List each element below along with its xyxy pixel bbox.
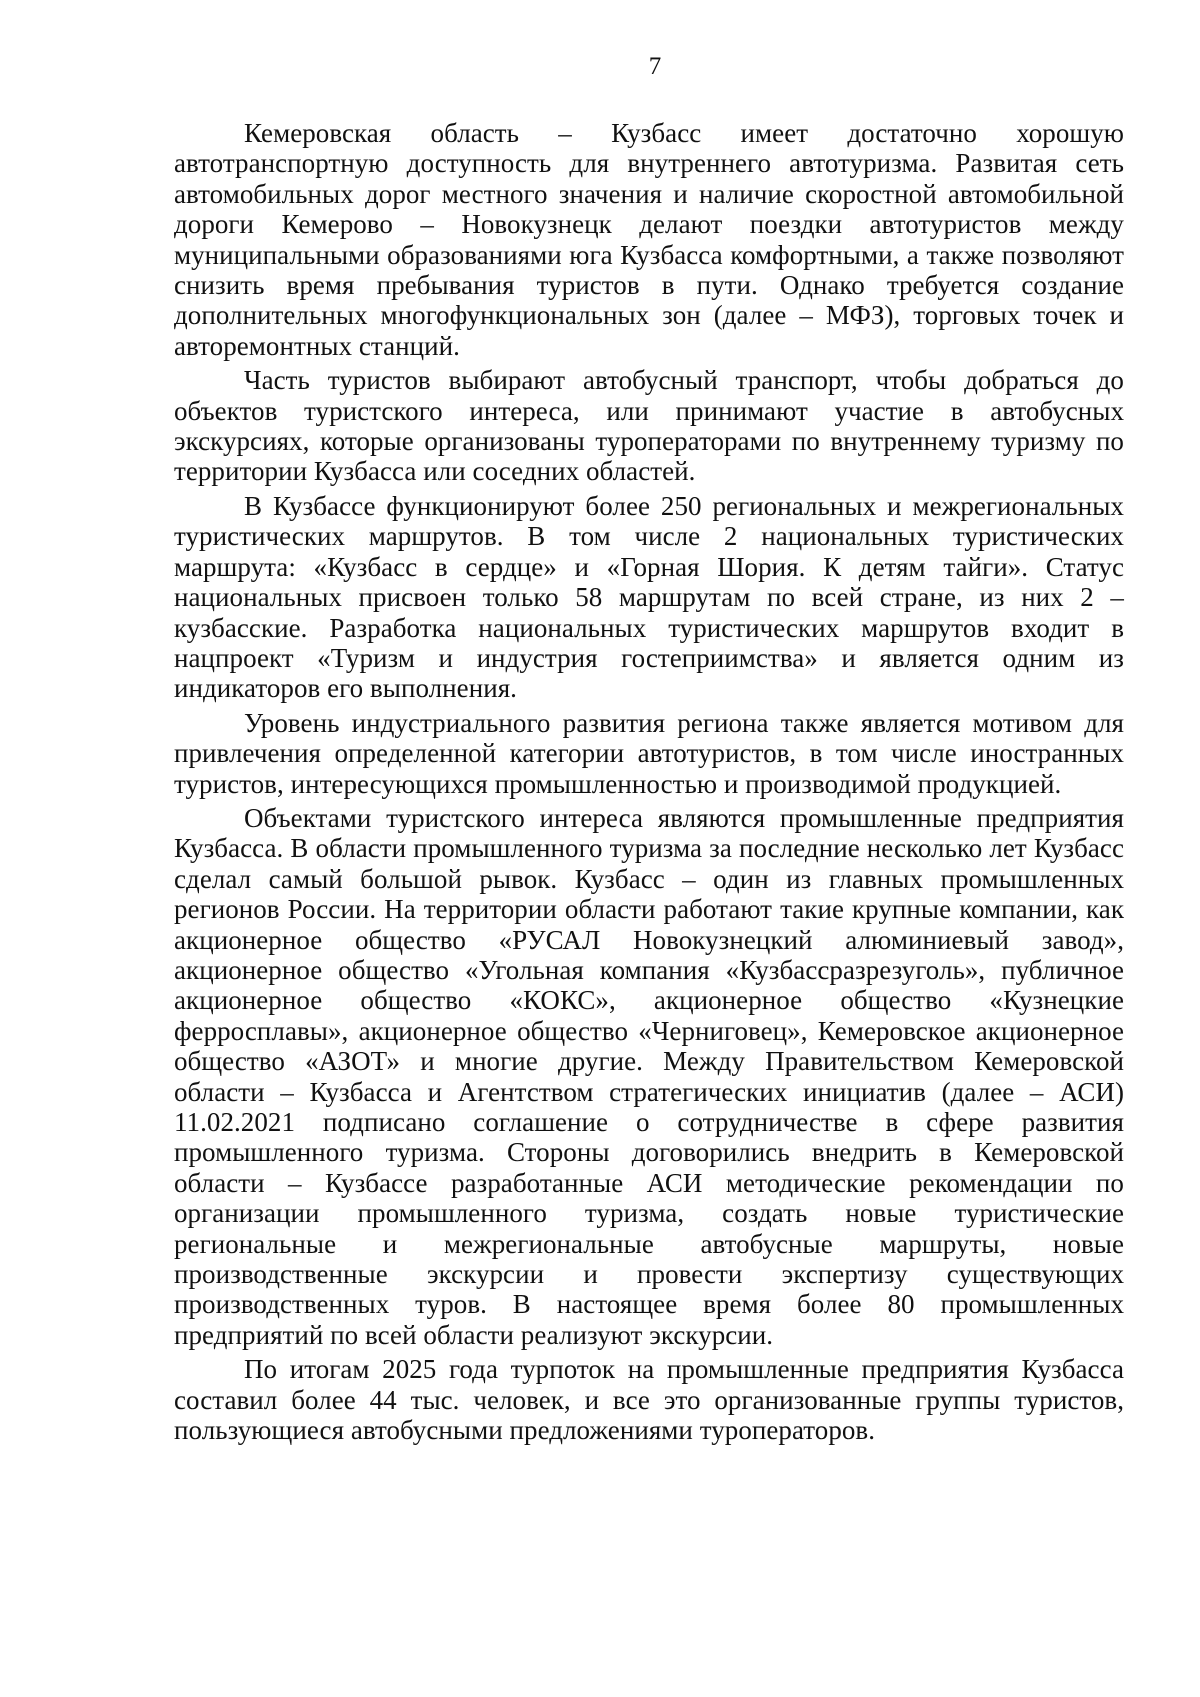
paragraph-tourist-flow-2025: По итогам 2025 года турпоток на промышленные предприятия Кузбасса составил более 44 тыс. человек, и все это организованные группы туристов, пользующиеся автобусными предложениями туроператоров. bbox=[174, 1354, 1124, 1446]
page-number: 7 bbox=[648, 53, 662, 80]
paragraph-autotransport-access: Кемеровская область – Кузбасс имеет достаточно хорошую автотранспортную доступность для внутреннего автотуризма. Развитая сеть автомобильных дорог местного значения и наличие скоростной автомобильной дороги Кемерово – Новокузнецк делают поездки автотуристов между муниципальными образованиями юга Кузбасса комфортными, а также позволяют снизить время пребывания туристов в пути. Однако требуется создание дополнительных многофункциональных зон (далее – МФЗ), торговых точек и авторемонтных станций. bbox=[174, 118, 1124, 361]
paragraph-industrial-development: Уровень индустриального развития региона также является мотивом для привлечения определенной категории автотуристов, в том числе иностранных туристов, интересующихся промышленностью и производимой продукцией. bbox=[174, 707, 1124, 799]
document-page bbox=[174, 52, 1124, 1445]
paragraph-bus-transport: Часть туристов выбирают автобусный транспорт, чтобы добраться до объектов туристского интереса, или принимают участие в автобусных экскурсиях, которые организованы туроператорами по внутреннему туризму по территории Кузбасса или соседних областей. bbox=[174, 365, 1124, 487]
paragraph-tourist-routes: В Кузбассе функционируют более 250 региональных и межрегиональных туристических маршрутов. В том числе 2 национальных туристических маршрута: «Кузбасс в сердце» и «Горная Шория. К детям тайги». Статус национальных присвоен только 58 маршрутам по всей стране, из них 2 – кузбасские. Разработка национальных туристических маршрутов входит в нацпроект «Туризм и индустрия гостеприимства» и является одним из индикаторов его выполнения. bbox=[174, 490, 1124, 704]
paragraph-industrial-tourism: Объектами туристского интереса являются промышленные предприятия Кузбасса. В области промышленного туризма за последние несколько лет Кузбасс сделал самый большой рывок. Кузбасс – один из главных промышленных регионов России. На территории области работают такие крупные компании, как акционерное общество «РУСАЛ Новокузнецкий алюминиевый завод», акционерное общество «Угольная компания «Кузбассразрезуголь», публичное акционерное общество «КОКС», акционерное общество «Кузнецкие ферросплавы», акционерное общество «Черниговец», Кемеровское акционерное общество «АЗОТ» и многие другие. Между Правительством Кемеровской области – Кузбасса и Агентством стратегических инициатив (далее – АСИ) 11.02.2021 подписано соглашение о сотрудничестве в сфере развития промышленного туризма. Стороны договорились внедрить в Кемеровской области – Кузбассе разработанные АСИ методические рекомендации по организации промышленного туризма, создать новые туристические региональные и межрегиональные автобусные маршруты, новые производственные экскурсии и провести экспертизу существующих производственных туров. В настоящее время более 80 промышленных предприятий по всей области реализуют экскурсии. bbox=[174, 802, 1124, 1350]
